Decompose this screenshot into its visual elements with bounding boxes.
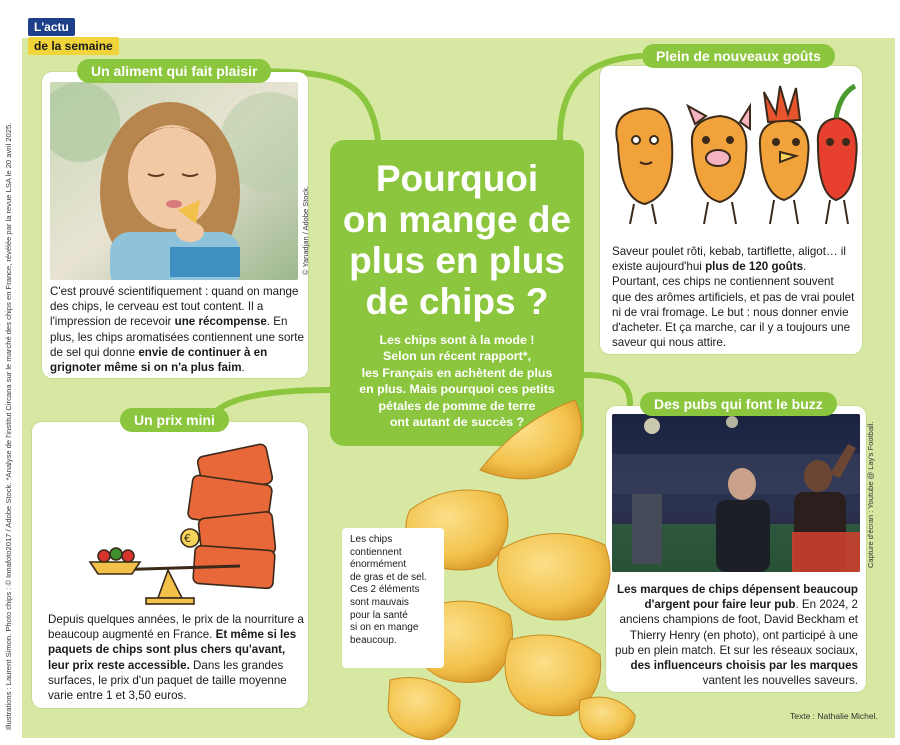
note-line: Les chips: [350, 534, 393, 545]
plaisir-bold-2: envie de continuer à en grignoter même si on n'a plus faim: [50, 345, 268, 375]
intro-line: les Français en achètent de plus: [361, 365, 553, 380]
heading-plaisir: Un aliment qui fait plaisir: [77, 59, 271, 83]
plaisir-text-5: .: [241, 361, 245, 375]
intro-line: Les chips sont à la mode !: [379, 333, 535, 347]
chips-characters-illustration: [600, 74, 862, 234]
author-signature: Texte : Nathalie Michel.: [790, 711, 878, 721]
badge-line-1: L'actu: [28, 18, 75, 36]
prix-text: [48, 612, 304, 703]
gouts-text-2: . Pourtant, ces chips ne contiennent souvent que des arômes artificiels, et pas de vrai poulet ni de vrai fromage. Le but : nous donner envie d'acheter. Et ça marche, car il y a toujours une saveur qui nous attire.: [612, 260, 855, 350]
side-credit: Illustrations : Laurent Simon. Photo chips : © Innafoto2017 / Adobe Stock. *Analyse de l'institut Circana sur le marché des chips en France, révélée par la revue LSA le 20 avril 2025.: [4, 122, 13, 730]
note-line: Ces 2 éléments: [350, 584, 420, 596]
title-line: Pourquoi: [375, 158, 539, 199]
gouts-text-1: Saveur poulet rôti, kebab, tartiflette, aligot… il existe aujourd'hui: [612, 245, 846, 274]
title-line: de chips ?: [365, 281, 549, 322]
gouts-bold-1: plus de 120 goûts: [705, 260, 804, 274]
intro-line: en plus. Mais pourquoi ces petits: [359, 382, 555, 397]
title-line: on mange de: [342, 199, 572, 240]
plaisir-text: [50, 284, 304, 375]
prix-paragraph: [48, 612, 304, 703]
pubs-photo-credit: Capture d'écran : Youtube @ Lay's Football.: [866, 421, 875, 568]
prix-text-2: Dans les grandes surfaces, le prix d'un paquet de taille moyenne varie entre 1 et 3,50 euros.: [48, 658, 287, 703]
prix-bold-1: Et même si les paquets de chips sont plus chers qu'avant, leur prix reste accessible.: [48, 628, 297, 672]
plaisir-bold-1: une récompense: [174, 315, 267, 329]
prix-text-1: Depuis quelques années, le prix de la nourriture a beaucoup augmenté en France.: [48, 613, 304, 642]
price-scale-illustration: [50, 430, 290, 610]
note-line: de gras et de sel.: [350, 571, 427, 583]
note-line: contiennent: [350, 546, 402, 558]
plaisir-photo-credit: © Yanadjan / Adobe Stock.: [301, 185, 310, 275]
note-line: énormément: [350, 559, 407, 571]
pubs-bold-1: Les marques de chips dépensent beaucoup d'argent pour faire leur pub: [617, 583, 858, 612]
card-pubs: [606, 406, 875, 692]
svg-text:€: €: [184, 532, 191, 545]
pubs-text: [614, 582, 858, 688]
pubs-bold-2: des influenceurs choisis par les marques: [630, 659, 858, 673]
card-plaisir: [42, 72, 308, 378]
note-line: sont mauvais: [350, 596, 409, 608]
heading-pubs: Des pubs qui font le buzz: [640, 392, 837, 416]
girl-eating-chips-photo: [50, 82, 298, 280]
plaisir-text-1: C'est prouvé scientifiquement : quand on: [50, 285, 263, 298]
heading-gouts: Plein de nouveaux goûts: [642, 44, 835, 68]
main-title: [330, 158, 584, 322]
title-line: plus en plus: [349, 240, 565, 281]
pubs-paragraph: [614, 582, 858, 688]
pubs-text-2: vantent les nouvelles saveurs.: [702, 674, 858, 688]
football-ad-photo: [612, 414, 860, 572]
note-line: pour la santé: [350, 609, 408, 621]
card-prix: [32, 422, 308, 708]
card-gouts: [600, 66, 862, 354]
intro-line: pétales de pomme de terre: [378, 398, 536, 413]
chips-health-note: [342, 528, 444, 668]
note-line: si on en mange: [350, 622, 419, 634]
gouts-paragraph: [612, 244, 856, 350]
badge-line-2: de la semaine: [28, 37, 119, 55]
note-line: beaucoup.: [350, 634, 397, 646]
gouts-text: [612, 244, 856, 350]
intro-line: ont autant de succès ?: [389, 415, 525, 430]
plaisir-paragraph: [50, 284, 304, 375]
pubs-text-1: . En 2024, 2 anciens champions de foot, David Beckham et Thierry Henry (en photo), ont participé à une pub en plein match. Et sur les réseaux sociaux,: [615, 598, 858, 657]
intro-line: Selon un récent rapport*,: [382, 349, 532, 364]
heading-prix: Un prix mini: [120, 408, 229, 432]
plaisir-text-4: . En plus, les chips aromatisées contiennent une sorte de sel qui donne: [50, 315, 304, 359]
plaisir-text-3: Il a l'impression de recevoir: [50, 300, 264, 329]
plaisir-text-2: mange des chips, le cerveau est tout content.: [50, 285, 299, 314]
